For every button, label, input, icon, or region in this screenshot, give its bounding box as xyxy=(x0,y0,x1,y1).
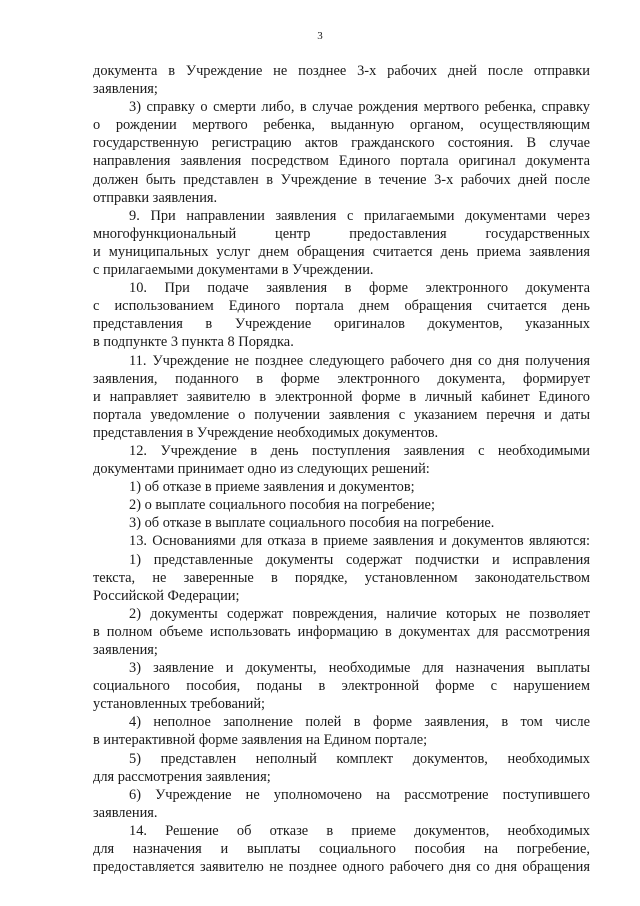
text-line: в подпункте 3 пункта 8 Порядка. xyxy=(93,334,294,351)
text-line: представления в Учреждение необходимых документов. xyxy=(93,424,439,441)
text-line: представления в Учреждение оригиналов документов, указанных xyxy=(93,316,590,333)
text-line: с использованием Единого портала днем обращения считается день xyxy=(93,298,590,315)
text-line: заявления, поданного в форме электронного документа, формирует xyxy=(93,370,590,387)
text-line: 2) документы содержат повреждения, наличие которых не позволяет xyxy=(129,605,590,622)
document-body xyxy=(93,62,590,876)
text-line: о рождении мертвого ребенка, выданную органом, осуществляющим xyxy=(93,117,590,134)
text-line: документа в Учреждение не позднее 3-х рабочих дней после отправки xyxy=(93,63,590,79)
text-line: 14. Решение об отказе в приеме документов, необходимых xyxy=(129,822,590,839)
text-line: текста, не заверенные в порядке, установленном законодательством xyxy=(93,569,590,586)
text-line: документами принимает одно из следующих решений: xyxy=(93,461,430,478)
text-line: 10. При подаче заявления в форме электронного документа xyxy=(129,280,590,297)
text-line: 9. При направлении заявления с прилагаемыми документами через xyxy=(129,207,590,224)
text-line: и направляет заявителю в электронной форме в личный кабинет Единого xyxy=(93,388,590,405)
text-line: заявления; xyxy=(93,642,158,658)
text-line: 6) Учреждение не уполномочено на рассмотрение поступившего xyxy=(129,786,590,803)
text-line: для рассмотрения заявления; xyxy=(93,768,271,785)
text-line: с прилагаемыми документами в Учреждении. xyxy=(93,262,374,279)
text-line: установленных требований; xyxy=(93,696,266,713)
text-line: направления заявления посредством Единого портала оригинал документа xyxy=(93,153,590,170)
text-line: 3) справку о смерти либо, в случае рождения мертвого ребенка, справку xyxy=(129,99,590,116)
text-line: государственную регистрацию актов гражданского состояния. В случае xyxy=(93,135,590,152)
text-line: 13. Основаниями для отказа в приеме заявления и документов являются: xyxy=(129,533,590,550)
text-line: 2) о выплате социального пособия на погребение; xyxy=(129,497,435,514)
text-line: 1) представленные документы содержат подчистки и исправления xyxy=(129,551,590,568)
text-line: 1) об отказе в приеме заявления и документов; xyxy=(129,479,415,496)
text-line: предоставляется заявителю не позднее одного рабочего дня со дня обращения xyxy=(93,859,590,876)
text-line: в полном объеме использовать информацию в документах для рассмотрения xyxy=(93,623,590,640)
page-number: 3 xyxy=(317,30,323,42)
text-line: для назначения и выплаты социального пособия на погребение, xyxy=(93,841,590,858)
text-line: многофункциональный центр предоставления государственных xyxy=(93,225,590,242)
text-line: социального пособия, поданы в электронной форме с нарушением xyxy=(93,678,590,695)
text-line: и муниципальных услуг днем обращения считается день приема заявления xyxy=(93,243,590,260)
text-line: должен быть представлен в Учреждение в течение 3-х рабочих дней после xyxy=(93,171,590,188)
text-line: в интерактивной форме заявления на Едином портале; xyxy=(93,732,428,749)
text-line: Российской Федерации; xyxy=(93,587,240,604)
text-line: заявления; xyxy=(93,81,158,98)
text-line: 3) заявление и документы, необходимые для назначения выплаты xyxy=(129,660,590,677)
text-line: 5) представлен неполный комплект документов, необходимых xyxy=(129,750,590,767)
text-line: 3) об отказе в выплате социального пособия на погребение. xyxy=(129,515,495,532)
text-line: отправки заявления. xyxy=(93,189,218,206)
text-line: заявления. xyxy=(93,804,158,821)
text-line: 4) неполное заполнение полей в форме заявления, в том числе xyxy=(129,714,590,731)
text-line: портала уведомление о получении заявления с указанием перечня и даты xyxy=(93,406,590,423)
text-line: 12. Учреждение в день поступления заявления с необходимыми xyxy=(129,442,590,459)
text-line: 11. Учреждение не позднее следующего рабочего дня со дня получения xyxy=(129,352,590,369)
